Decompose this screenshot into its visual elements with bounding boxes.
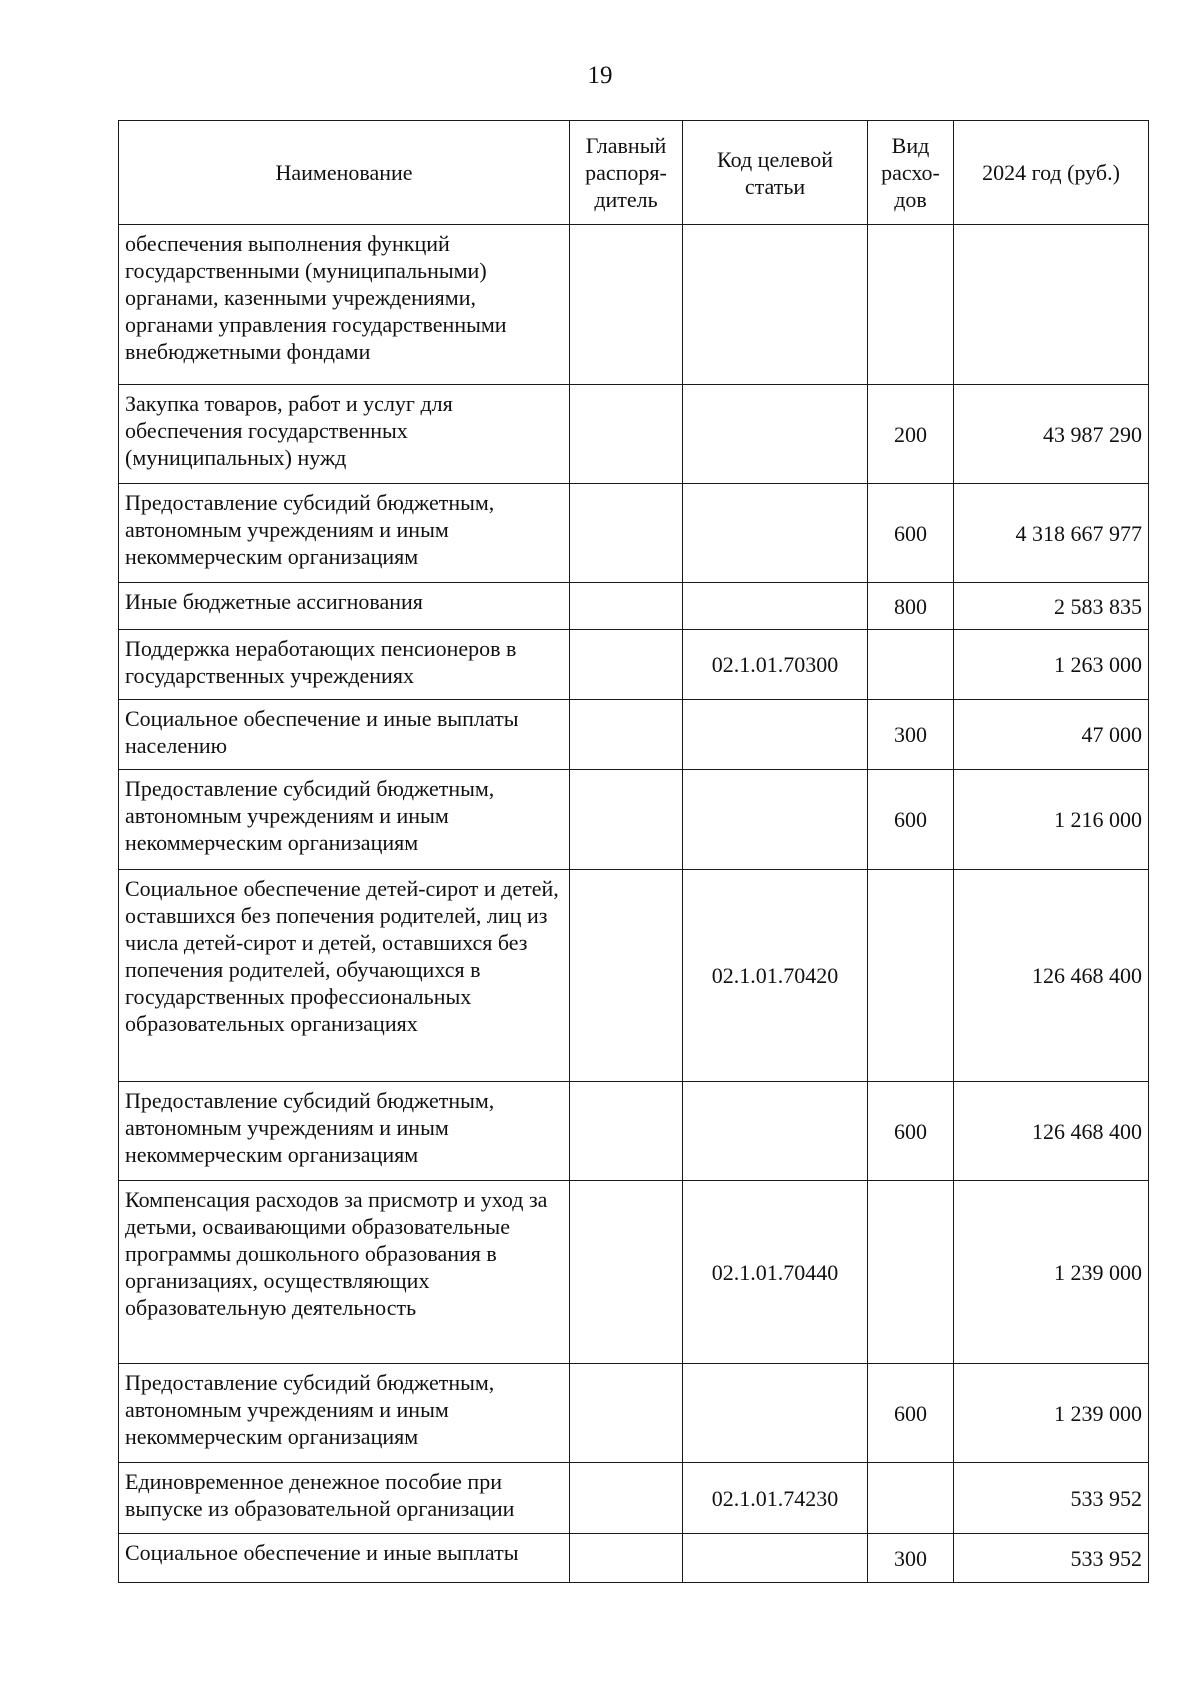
- row-name: Предоставление субсидий бюджетным, автономным учреждениям и иным некоммерческим организациям: [119, 1364, 570, 1463]
- row-main-manager: [570, 1082, 683, 1181]
- row-expense-type: [868, 630, 954, 700]
- row-expense-type: 300: [868, 700, 954, 770]
- row-name: Социальное обеспечение детей-сирот и детей, оставшихся без попечения родителей, лиц из числа детей-сирот и детей, оставшихся без попечения родителей, обучающихся в государственных профессиональных образовательных организациях: [119, 870, 570, 1082]
- row-target-code: [683, 700, 868, 770]
- row-amount: 4 318 667 977: [954, 484, 1149, 583]
- row-expense-type: [868, 1181, 954, 1364]
- row-target-code: [683, 385, 868, 484]
- row-target-code: [683, 770, 868, 870]
- row-amount: 43 987 290: [954, 385, 1149, 484]
- table-row: [119, 225, 1149, 385]
- row-amount: 1 239 000: [954, 1364, 1149, 1463]
- row-target-code: [683, 1534, 868, 1583]
- row-main-manager: [570, 385, 683, 484]
- row-main-manager: [570, 700, 683, 770]
- table-row: [119, 583, 1149, 630]
- row-name: Поддержка неработающих пенсионеров в государственных учреждениях: [119, 630, 570, 700]
- row-name: Предоставление субсидий бюджетным, автономным учреждениям и иным некоммерческим организациям: [119, 770, 570, 870]
- table-row: [119, 870, 1149, 1082]
- row-name: Закупка товаров, работ и услуг для обеспечения государственных (муниципальных) нужд: [119, 385, 570, 484]
- row-main-manager: [570, 770, 683, 870]
- row-amount: [954, 225, 1149, 385]
- row-name: обеспечения выполнения функций государственными (муниципальными) органами, казенными учреждениями, органами управления государственными внебюджетными фондами: [119, 225, 570, 385]
- row-amount: 1 216 000: [954, 770, 1149, 870]
- header-target-code: Код целевой статьи: [683, 121, 868, 225]
- row-target-code: [683, 484, 868, 583]
- table-row: [119, 385, 1149, 484]
- header-expense-type: Вид расхо-дов: [868, 121, 954, 225]
- row-amount: 126 468 400: [954, 870, 1149, 1082]
- row-expense-type: 800: [868, 583, 954, 630]
- row-main-manager: [570, 1534, 683, 1583]
- row-expense-type: 200: [868, 385, 954, 484]
- table-row: [119, 700, 1149, 770]
- row-name: Социальное обеспечение и иные выплаты населению: [119, 700, 570, 770]
- table-row: [119, 1463, 1149, 1534]
- table-row: [119, 484, 1149, 583]
- row-amount: 2 583 835: [954, 583, 1149, 630]
- table-row: [119, 1181, 1149, 1364]
- row-expense-type: 300: [868, 1534, 954, 1583]
- row-main-manager: [570, 1181, 683, 1364]
- row-amount: 1 263 000: [954, 630, 1149, 700]
- row-target-code: 02.1.01.70440: [683, 1181, 868, 1364]
- row-main-manager: [570, 1364, 683, 1463]
- row-name: Социальное обеспечение и иные выплаты: [119, 1534, 570, 1583]
- row-main-manager: [570, 870, 683, 1082]
- row-expense-type: [868, 870, 954, 1082]
- row-amount: 126 468 400: [954, 1082, 1149, 1181]
- table-header: [119, 121, 1149, 225]
- row-amount: 47 000: [954, 700, 1149, 770]
- row-main-manager: [570, 484, 683, 583]
- row-main-manager: [570, 583, 683, 630]
- row-amount: 533 952: [954, 1463, 1149, 1534]
- row-expense-type: 600: [868, 1082, 954, 1181]
- row-target-code: 02.1.01.70420: [683, 870, 868, 1082]
- budget-table: [118, 120, 1149, 1583]
- row-target-code: [683, 1082, 868, 1181]
- table-body: [119, 225, 1149, 1583]
- table-row: [119, 1534, 1149, 1583]
- row-name: Единовременное денежное пособие при выпуске из образовательной организации: [119, 1463, 570, 1534]
- row-target-code: [683, 225, 868, 385]
- table-row: [119, 630, 1149, 700]
- row-target-code: 02.1.01.74230: [683, 1463, 868, 1534]
- row-amount: 1 239 000: [954, 1181, 1149, 1364]
- header-name: Наименование: [119, 121, 570, 225]
- row-main-manager: [570, 225, 683, 385]
- page-number: 19: [587, 62, 613, 89]
- header-main-manager: Главный распоря-дитель: [570, 121, 683, 225]
- table-row: [119, 1364, 1149, 1463]
- row-expense-type: [868, 225, 954, 385]
- row-name: Предоставление субсидий бюджетным, автономным учреждениям и иным некоммерческим организациям: [119, 484, 570, 583]
- row-amount: 533 952: [954, 1534, 1149, 1583]
- row-expense-type: 600: [868, 770, 954, 870]
- row-target-code: 02.1.01.70300: [683, 630, 868, 700]
- row-name: Компенсация расходов за присмотр и уход за детьми, осваивающими образовательные программы дошкольного образования в организациях, осуществляющих образовательную деятельность: [119, 1181, 570, 1364]
- row-target-code: [683, 1364, 868, 1463]
- row-expense-type: 600: [868, 484, 954, 583]
- row-main-manager: [570, 630, 683, 700]
- table-row: [119, 770, 1149, 870]
- row-name: Предоставление субсидий бюджетным, автономным учреждениям и иным некоммерческим организациям: [119, 1082, 570, 1181]
- row-expense-type: [868, 1463, 954, 1534]
- row-main-manager: [570, 1463, 683, 1534]
- table-row: [119, 1082, 1149, 1181]
- row-expense-type: 600: [868, 1364, 954, 1463]
- row-name: Иные бюджетные ассигнования: [119, 583, 570, 630]
- header-amount: 2024 год (руб.): [954, 121, 1149, 225]
- row-target-code: [683, 583, 868, 630]
